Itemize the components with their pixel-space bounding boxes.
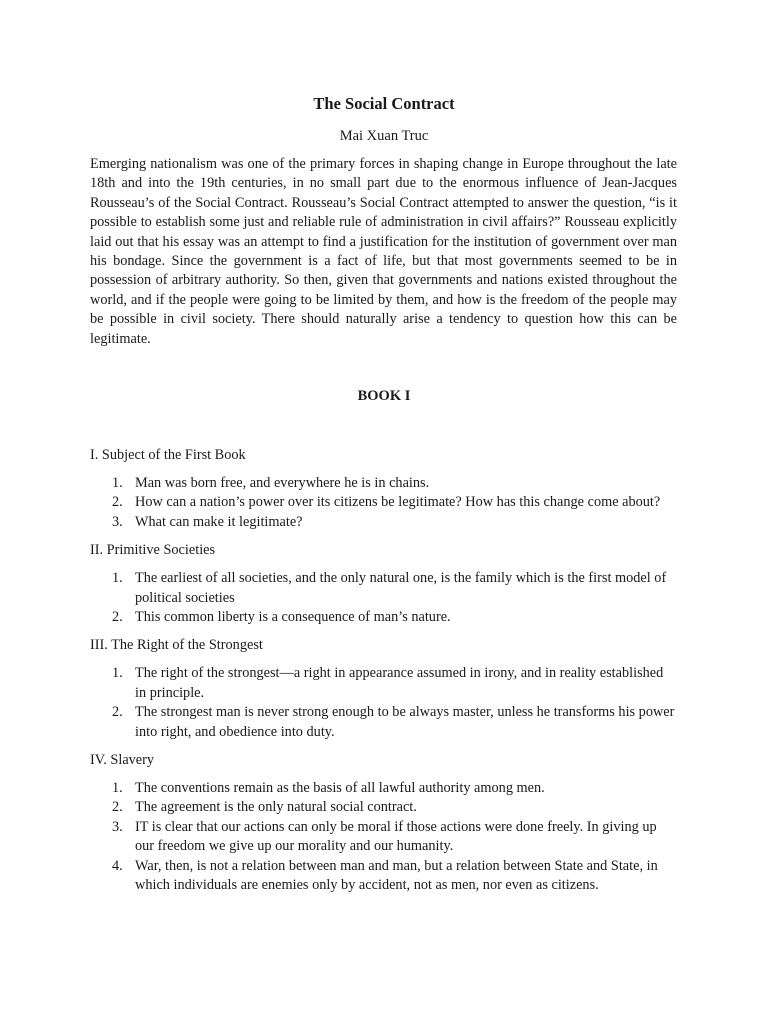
section-heading: I. Subject of the First Book	[90, 447, 246, 463]
list-item-text: The conventions remain as the basis of all lawful authority among men.	[135, 780, 545, 797]
list-item-text: What can make it legitimate?	[135, 513, 303, 530]
list-item	[90, 569, 677, 608]
sections-container	[90, 446, 677, 905]
list-item	[90, 818, 677, 857]
list-item	[90, 513, 677, 532]
section-slavery	[90, 751, 677, 895]
list-item	[90, 493, 677, 512]
list-item-text: The right of the strongest—a right in appearance assumed in irony, and in reality established in principle.	[135, 665, 664, 701]
section-right-of-the-strongest	[90, 636, 677, 742]
section-heading: IV. Slavery	[90, 752, 155, 769]
list-item-text: The strongest man is never strong enough to be always master, unless he transforms his power into right, and obedience into duty.	[135, 704, 675, 740]
numbered-list	[90, 569, 677, 627]
numbered-list	[90, 779, 677, 895]
list-item-number: 3.	[112, 818, 123, 835]
list-item-number: 1.	[112, 665, 123, 682]
abstract-paragraph: Emerging nationalism was one of the primary forces in shaping change in Europe throughout the late 18th and into the 19th centuries, in no small part due to the enormous influence of Jean-Jacques Rousseau’s of the Social Contract. Rousseau’s Social Contract attempted to answer the question, “is it possible to establish some just and reliable rule of administration in civil affairs?” Rousseau explicitly laid out that his essay was an attempt to find a justification for the institution of government over man his bondage. Since the government is a fact of life, but that most governments seemed to be in possession of arbitrary authority. So then, given that governments and nations existed throughout the world, and if the people were going to be limited by them, and how is the freedom of the people may be possible in civil society. There should naturally arise a tendency to question how this can be legitimate.	[90, 156, 677, 347]
list-item-text: The earliest of all societies, and the only natural one, is the family which is the first model of political societies	[135, 570, 667, 606]
list-item	[90, 608, 677, 627]
numbered-list	[90, 474, 677, 532]
list-item-number: 1.	[112, 780, 123, 797]
section-heading: II. Primitive Societies	[90, 542, 216, 559]
list-item-text: Man was born free, and everywhere he is in chains.	[135, 475, 430, 491]
list-item-text: IT is clear that our actions can only be moral if those actions were done freely. In giving up our freedom we give up our morality and our humanity.	[135, 818, 657, 855]
list-item	[90, 779, 677, 798]
list-item-number: 2.	[112, 799, 123, 816]
list-item-number: 4.	[112, 857, 123, 874]
list-item-number: 2.	[112, 704, 123, 721]
list-item-number: 1.	[112, 475, 123, 491]
list-item-text: This common liberty is a consequence of man’s nature.	[135, 609, 451, 626]
list-item	[90, 798, 677, 817]
section-subject-of-first-book	[90, 446, 677, 532]
section-heading: III. The Right of the Strongest	[90, 637, 263, 654]
list-item-text: War, then, is not a relation between man and man, but a relation between State and State, in which individuals are enemies only by accident, not as men, nor even as citizens.	[135, 857, 658, 894]
list-item	[90, 664, 677, 703]
list-item-number: 3.	[112, 513, 123, 530]
document-author: Mai Xuan Truc	[339, 128, 429, 144]
book-heading: BOOK I	[357, 388, 411, 404]
list-item-text: How can a nation’s power over its citizens be legitimate? How has this change come about?	[135, 494, 661, 511]
list-item-number: 2.	[112, 494, 123, 511]
list-item	[90, 857, 677, 896]
list-item-text: The agreement is the only natural social contract.	[135, 799, 417, 816]
section-primitive-societies	[90, 541, 677, 627]
document-title: The Social Contract	[313, 94, 455, 113]
list-item	[90, 703, 677, 742]
list-item	[90, 474, 677, 493]
list-item-number: 1.	[112, 570, 123, 587]
numbered-list	[90, 664, 677, 742]
list-item-number: 2.	[112, 609, 123, 626]
